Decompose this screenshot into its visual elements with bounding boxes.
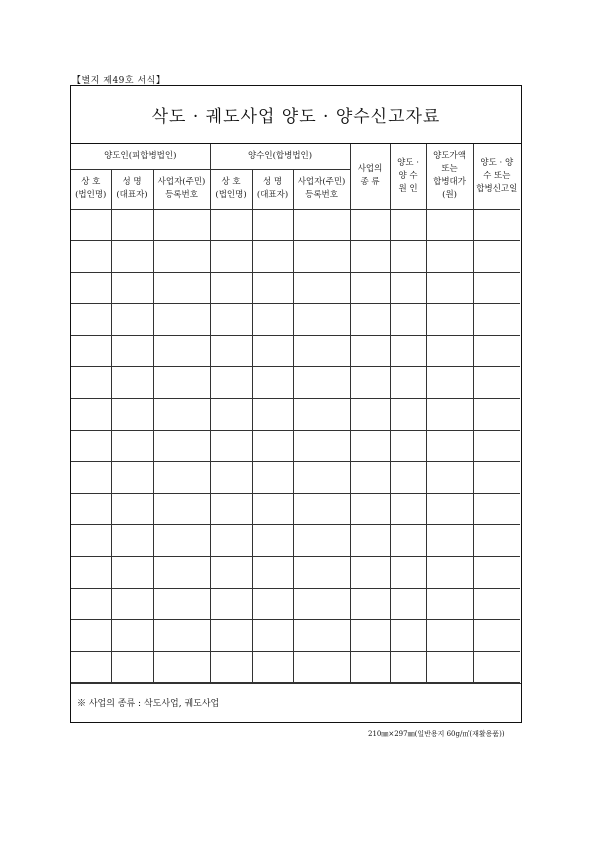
business-type-header: 사업의 종 류 — [350, 144, 390, 209]
table-cell[interactable] — [210, 430, 252, 462]
table-cell[interactable] — [252, 335, 293, 367]
table-cell[interactable] — [350, 525, 390, 557]
reason-header: 양도 · 양 수 원 인 — [390, 144, 426, 209]
table-row — [71, 620, 520, 652]
table-cell[interactable] — [293, 399, 350, 431]
table-cell[interactable] — [426, 651, 473, 683]
header-row-1 — [71, 144, 520, 169]
table-cell[interactable] — [252, 209, 293, 241]
table-row — [71, 241, 520, 273]
transferee-name-header: 성 명 (대표자) — [252, 169, 293, 209]
table-cell[interactable] — [210, 620, 252, 652]
table-cell[interactable] — [473, 304, 520, 336]
table-cell[interactable] — [210, 272, 252, 304]
table-cell[interactable] — [426, 620, 473, 652]
table-cell[interactable] — [350, 272, 390, 304]
table-row — [71, 430, 520, 462]
price-header: 양도가액 또는 합병대가 (원) — [426, 144, 473, 209]
table-cell[interactable] — [210, 304, 252, 336]
table-cell[interactable] — [426, 493, 473, 525]
table-cell[interactable] — [426, 335, 473, 367]
table-cell[interactable] — [473, 557, 520, 589]
table-cell[interactable] — [153, 493, 210, 525]
table-cell[interactable] — [293, 557, 350, 589]
table-cell[interactable] — [426, 399, 473, 431]
table-row — [71, 651, 520, 683]
table-cell[interactable] — [210, 241, 252, 273]
table-cell[interactable] — [71, 525, 111, 557]
table-cell[interactable] — [153, 335, 210, 367]
table-cell[interactable] — [210, 651, 252, 683]
table-cell[interactable] — [473, 399, 520, 431]
table-cell[interactable] — [293, 493, 350, 525]
table-cell[interactable] — [71, 399, 111, 431]
table-cell[interactable] — [71, 209, 111, 241]
table-cell[interactable] — [426, 272, 473, 304]
table-row — [71, 462, 520, 494]
table-cell[interactable] — [390, 399, 426, 431]
table-cell[interactable] — [473, 241, 520, 273]
report-table — [71, 144, 520, 683]
table-cell[interactable] — [153, 651, 210, 683]
transferor-group-header: 양도인(피합병법인) — [71, 144, 210, 169]
table-cell[interactable] — [111, 367, 153, 399]
table-cell[interactable] — [153, 272, 210, 304]
table-cell[interactable] — [473, 525, 520, 557]
table-cell[interactable] — [473, 620, 520, 652]
table-cell[interactable] — [390, 430, 426, 462]
table-cell[interactable] — [350, 241, 390, 273]
table-cell[interactable] — [350, 493, 390, 525]
table-cell[interactable] — [350, 620, 390, 652]
table-cell[interactable] — [252, 588, 293, 620]
table-cell[interactable] — [473, 367, 520, 399]
table-cell[interactable] — [293, 367, 350, 399]
table-cell[interactable] — [390, 367, 426, 399]
table-row — [71, 335, 520, 367]
table-cell[interactable] — [390, 588, 426, 620]
table-cell[interactable] — [390, 304, 426, 336]
table-cell[interactable] — [210, 588, 252, 620]
table-cell[interactable] — [111, 462, 153, 494]
table-cell[interactable] — [390, 335, 426, 367]
table-cell[interactable] — [390, 651, 426, 683]
page-title: 삭도 · 궤도사업 양도 · 양수신고자료 — [151, 107, 441, 127]
transferee-trade-name-header: 상 호 (법인명) — [210, 169, 252, 209]
table-cell[interactable] — [252, 493, 293, 525]
paper-spec-footer: 210㎜×297㎜(일반용지 60g/㎡(재활용품)) — [368, 730, 505, 738]
table-cell[interactable] — [71, 272, 111, 304]
table-cell[interactable] — [350, 462, 390, 494]
table-cell[interactable] — [426, 588, 473, 620]
table-cell[interactable] — [473, 462, 520, 494]
table-cell[interactable] — [210, 557, 252, 589]
table-cell[interactable] — [390, 241, 426, 273]
table-cell[interactable] — [111, 588, 153, 620]
table-cell[interactable] — [111, 651, 153, 683]
table-cell[interactable] — [473, 209, 520, 241]
report-form — [70, 85, 522, 723]
table-cell[interactable] — [153, 588, 210, 620]
date-header: 양도 · 양 수 또는 합병신고일 — [473, 144, 520, 209]
table-cell[interactable] — [111, 557, 153, 589]
table-row — [71, 272, 520, 304]
table-cell[interactable] — [71, 241, 111, 273]
table-cell[interactable] — [426, 241, 473, 273]
table-cell[interactable] — [153, 304, 210, 336]
table-cell[interactable] — [210, 335, 252, 367]
table-cell[interactable] — [210, 367, 252, 399]
table-cell[interactable] — [252, 525, 293, 557]
business-type-note: ※ 사업의 종류 : 삭도사업, 궤도사업 — [71, 683, 521, 720]
table-cell[interactable] — [252, 304, 293, 336]
table-cell[interactable] — [350, 304, 390, 336]
table-cell[interactable] — [350, 367, 390, 399]
table-cell[interactable] — [473, 335, 520, 367]
table-cell[interactable] — [111, 525, 153, 557]
table-cell[interactable] — [71, 620, 111, 652]
table-cell[interactable] — [153, 209, 210, 241]
table-cell[interactable] — [111, 209, 153, 241]
table-cell[interactable] — [426, 209, 473, 241]
table-cell[interactable] — [252, 620, 293, 652]
table-cell[interactable] — [252, 557, 293, 589]
table-cell[interactable] — [111, 304, 153, 336]
table-cell[interactable] — [252, 367, 293, 399]
table-cell[interactable] — [473, 588, 520, 620]
table-row — [71, 399, 520, 431]
table-cell[interactable] — [153, 462, 210, 494]
table-cell[interactable] — [473, 272, 520, 304]
table-cell[interactable] — [473, 493, 520, 525]
table-cell[interactable] — [293, 651, 350, 683]
table-cell[interactable] — [390, 620, 426, 652]
table-cell[interactable] — [350, 557, 390, 589]
table-row — [71, 557, 520, 589]
table-cell[interactable] — [111, 620, 153, 652]
table-cell[interactable] — [293, 525, 350, 557]
table-cell[interactable] — [252, 399, 293, 431]
table-cell[interactable] — [71, 557, 111, 589]
table-cell[interactable] — [210, 209, 252, 241]
table-cell[interactable] — [293, 462, 350, 494]
table-cell[interactable] — [426, 367, 473, 399]
table-cell[interactable] — [426, 557, 473, 589]
table-cell[interactable] — [350, 399, 390, 431]
table-cell[interactable] — [293, 304, 350, 336]
table-cell[interactable] — [111, 272, 153, 304]
table-cell[interactable] — [111, 399, 153, 431]
table-cell[interactable] — [210, 462, 252, 494]
table-cell[interactable] — [293, 272, 350, 304]
transferor-reg-no-header: 사업자(주민) 등록번호 — [153, 169, 210, 209]
table-cell[interactable] — [71, 651, 111, 683]
table-cell[interactable] — [350, 588, 390, 620]
table-cell[interactable] — [71, 367, 111, 399]
transferee-group-header: 양수인(합병법인) — [210, 144, 350, 169]
table-cell[interactable] — [426, 304, 473, 336]
table-cell[interactable] — [71, 430, 111, 462]
transferor-name-header: 성 명 (대표자) — [111, 169, 153, 209]
table-cell[interactable] — [153, 620, 210, 652]
table-cell[interactable] — [210, 525, 252, 557]
table-row — [71, 367, 520, 399]
table-cell[interactable] — [426, 430, 473, 462]
table-cell[interactable] — [390, 493, 426, 525]
table-cell[interactable] — [71, 493, 111, 525]
table-cell[interactable] — [350, 335, 390, 367]
table-cell[interactable] — [293, 430, 350, 462]
table-row — [71, 304, 520, 336]
table-cell[interactable] — [350, 651, 390, 683]
table-cell[interactable] — [473, 430, 520, 462]
table-row — [71, 209, 520, 241]
table-cell[interactable] — [473, 651, 520, 683]
table-cell[interactable] — [390, 462, 426, 494]
data-rows — [71, 209, 520, 683]
table-cell[interactable] — [252, 651, 293, 683]
table-cell[interactable] — [426, 525, 473, 557]
transferor-trade-name-header: 상 호 (법인명) — [71, 169, 111, 209]
table-cell[interactable] — [426, 462, 473, 494]
table-cell[interactable] — [390, 272, 426, 304]
table-cell[interactable] — [390, 557, 426, 589]
table-cell[interactable] — [153, 367, 210, 399]
table-cell[interactable] — [111, 493, 153, 525]
table-cell[interactable] — [71, 304, 111, 336]
table-cell[interactable] — [153, 399, 210, 431]
table-row — [71, 493, 520, 525]
table-cell[interactable] — [210, 399, 252, 431]
table-cell[interactable] — [71, 335, 111, 367]
table-cell[interactable] — [111, 241, 153, 273]
form-label: 【별지 제49호 서식】 — [72, 76, 166, 86]
table-cell[interactable] — [293, 620, 350, 652]
title-box — [71, 86, 521, 144]
table-cell[interactable] — [153, 430, 210, 462]
table-cell[interactable] — [153, 241, 210, 273]
table-row — [71, 588, 520, 620]
table-cell[interactable] — [293, 335, 350, 367]
transferee-reg-no-header: 사업자(주민) 등록번호 — [293, 169, 350, 209]
table-cell[interactable] — [293, 209, 350, 241]
table-cell[interactable] — [293, 241, 350, 273]
table-cell[interactable] — [252, 462, 293, 494]
table-cell[interactable] — [210, 493, 252, 525]
table-cell[interactable] — [153, 557, 210, 589]
table-cell[interactable] — [71, 462, 111, 494]
table-row — [71, 525, 520, 557]
table-cell[interactable] — [350, 430, 390, 462]
table-cell[interactable] — [390, 525, 426, 557]
table-cell[interactable] — [111, 335, 153, 367]
table-cell[interactable] — [71, 588, 111, 620]
table-cell[interactable] — [252, 241, 293, 273]
table-cell[interactable] — [252, 430, 293, 462]
table-cell[interactable] — [293, 588, 350, 620]
table-cell[interactable] — [350, 209, 390, 241]
table-cell[interactable] — [390, 209, 426, 241]
table-cell[interactable] — [252, 272, 293, 304]
table-cell[interactable] — [153, 525, 210, 557]
table-cell[interactable] — [111, 430, 153, 462]
